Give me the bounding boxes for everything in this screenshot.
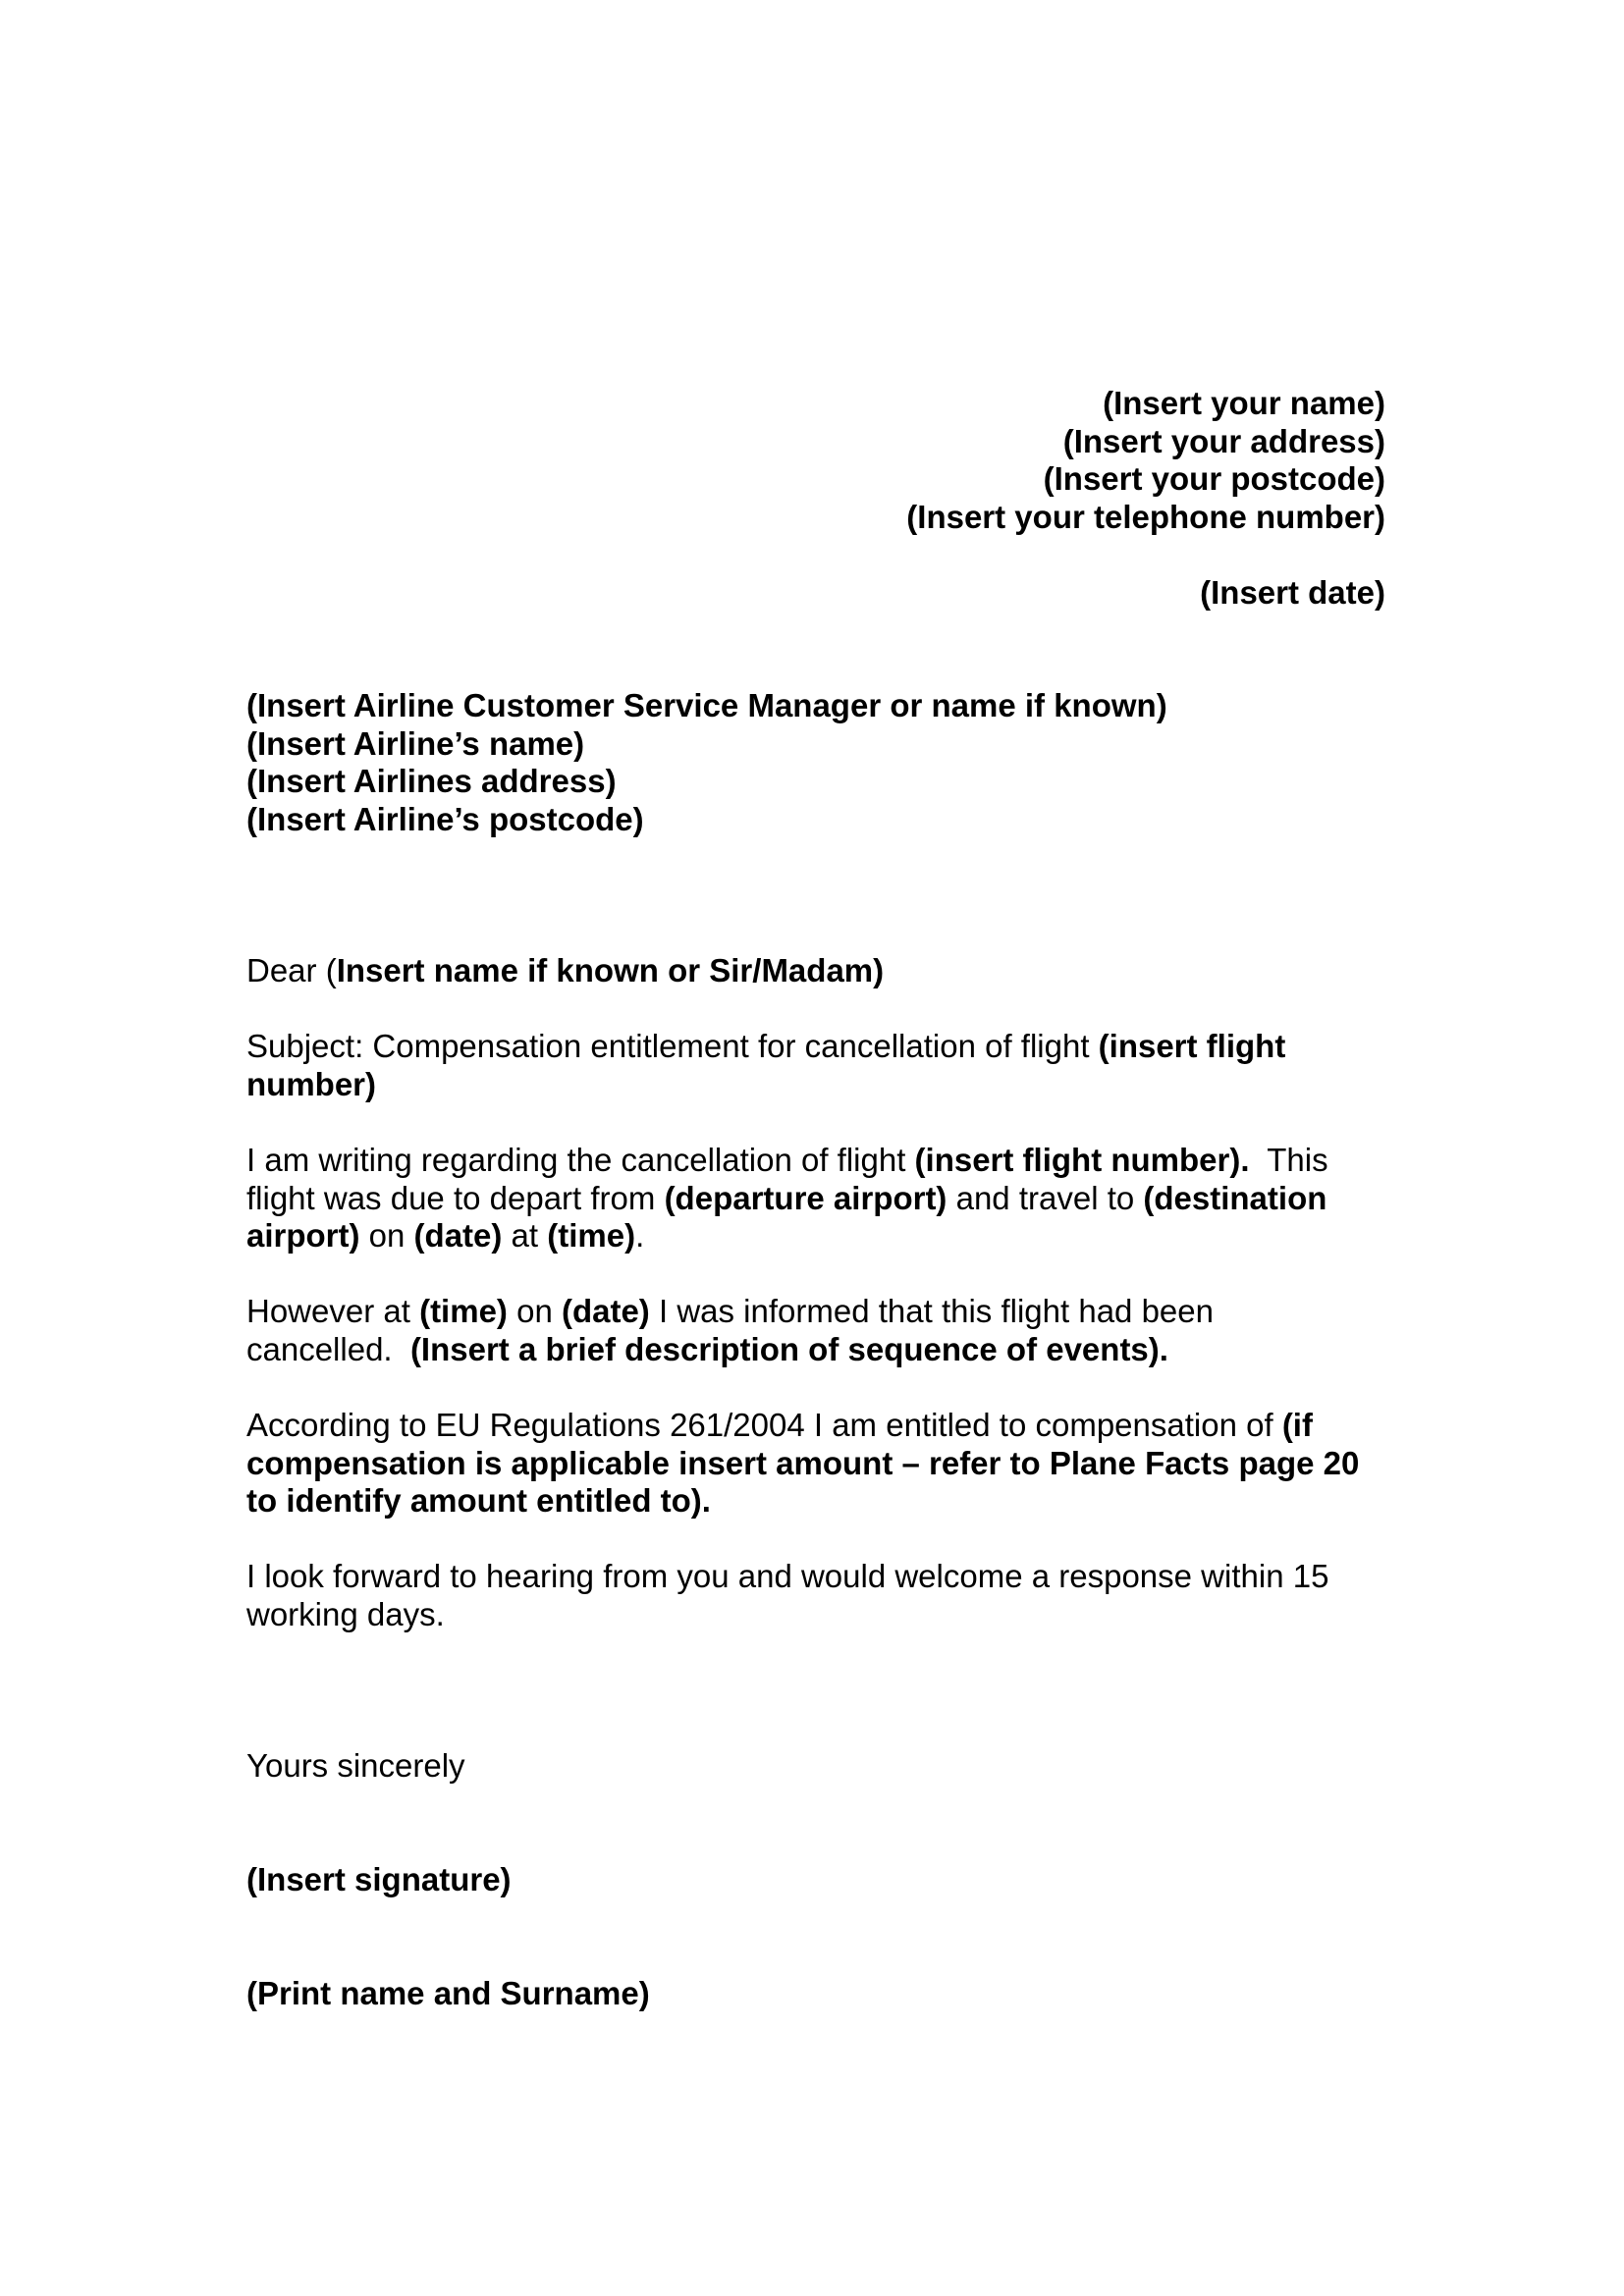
p4-line-1: I look forward to hearing from you and would welcome a response within 15 <box>246 1558 1329 1594</box>
p3-text: According to EU Regulations 261/2004 I am entitled to compensation of <box>246 1407 1282 1443</box>
closing-text: Yours sincerely <box>246 1747 465 1784</box>
recipient-manager: (Insert Airline Customer Service Manager or name if known) <box>246 687 1167 723</box>
closing <box>246 1747 1385 1786</box>
sender-address: (Insert your address) <box>1062 422 1385 459</box>
paragraph-response-request <box>246 1558 1385 1633</box>
subject-text: Subject: Compensation entitlement for cancellation of flight <box>246 1028 1099 1064</box>
p1-text: I am writing regarding the cancellation of flight <box>246 1142 915 1178</box>
paragraph-flight-details <box>246 1142 1385 1255</box>
p2-text: I was informed that this flight had been <box>649 1293 1214 1329</box>
p1-text: . <box>635 1217 645 1255</box>
salutation <box>246 952 1385 990</box>
subject-paragraph <box>246 1028 1385 1103</box>
paragraph-compensation <box>246 1407 1385 1521</box>
p1-departure-airport: (departure airport) <box>664 1179 947 1216</box>
p1-destination-airport: (destination <box>1143 1179 1327 1216</box>
p2-text: on <box>507 1293 562 1329</box>
paragraph-cancellation <box>246 1293 1385 1368</box>
recipient-block <box>246 687 1385 838</box>
p4-line-2: working days. <box>246 1595 445 1632</box>
salutation-name: Insert name if known or Sir/Madam) <box>336 952 885 988</box>
p3-amount-placeholder: (if <box>1281 1407 1313 1443</box>
p1-flight-number: (insert flight number). <box>914 1142 1250 1178</box>
p2-events-placeholder: (Insert a brief description of sequence of events). <box>409 1330 1168 1367</box>
sender-block <box>246 385 1385 536</box>
recipient-airline-address: (Insert Airlines address) <box>246 763 617 800</box>
p1-time: (time) <box>547 1217 636 1255</box>
print-name-block <box>246 1975 1385 2013</box>
p2-time: (time) <box>419 1293 508 1329</box>
signature-block <box>246 1861 1385 1899</box>
sender-telephone: (Insert your telephone number) <box>906 498 1385 535</box>
recipient-airline-name: (Insert Airline’s name) <box>246 724 585 762</box>
salutation-prefix: Dear ( <box>246 952 337 988</box>
p2-text: However at <box>246 1293 420 1329</box>
sender-postcode: (Insert your postcode) <box>1043 460 1385 498</box>
p1-destination-airport-cont: airport) <box>246 1217 360 1255</box>
p1-text: on <box>359 1217 414 1255</box>
letter-date: (Insert date) <box>1200 574 1385 611</box>
p1-text: This <box>1249 1142 1328 1178</box>
sender-name: (Insert your name) <box>1103 385 1385 421</box>
p1-text: at <box>502 1217 548 1255</box>
p3-amount-placeholder-cont: compensation is applicable insert amount – refer to Plane Facts page 20 <box>246 1444 1360 1481</box>
subject-flight-placeholder: (insert flight <box>1098 1028 1286 1064</box>
p3-amount-placeholder-end: to identify amount entitled to). <box>246 1482 711 1520</box>
subject-flight-placeholder-cont: number) <box>246 1065 376 1102</box>
p1-date: (date) <box>413 1217 503 1255</box>
recipient-airline-postcode: (Insert Airline’s postcode) <box>246 800 644 837</box>
print-name-placeholder: (Print name and Surname) <box>246 1975 650 2011</box>
p1-text: and travel to <box>947 1179 1144 1216</box>
date-block <box>246 574 1385 613</box>
p1-text: flight was due to depart from <box>246 1179 665 1216</box>
p2-text: cancelled. <box>246 1330 410 1367</box>
signature-placeholder: (Insert signature) <box>246 1861 512 1897</box>
p2-date: (date) <box>561 1293 650 1329</box>
